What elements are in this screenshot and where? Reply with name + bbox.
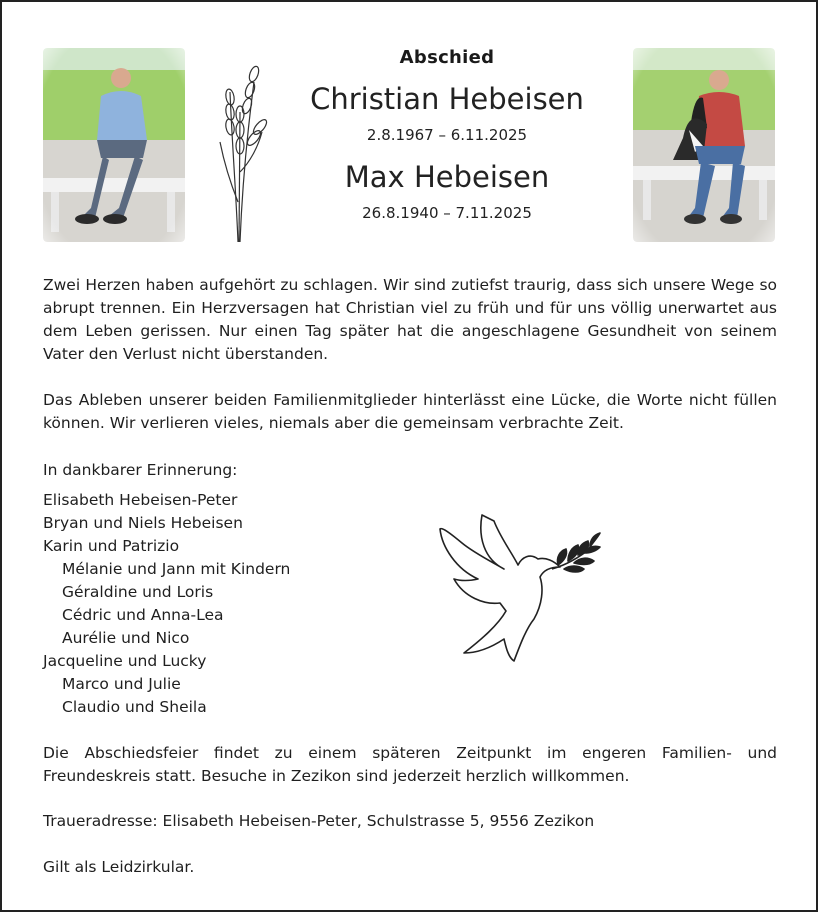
deceased-name-2: Max Hebeisen xyxy=(344,160,550,194)
mourner: Elisabeth Hebeisen-Peter xyxy=(43,491,238,509)
paragraph-loss: Das Ableben unserer beiden Familienmitglieder hinterlässt eine Lücke, die Worte nicht füllen können. Wir verlieren vieles, niemals aber die gemeinsam verbrachte Zeit. xyxy=(43,391,777,432)
photo-christian xyxy=(43,48,185,242)
mourner: Aurélie und Nico xyxy=(62,629,190,647)
header-block xyxy=(282,44,612,222)
deceased-name-1: Christian Hebeisen xyxy=(310,82,584,116)
deceased-dates-1: 2.8.1967 – 6.11.2025 xyxy=(366,126,528,144)
mourner: Cédric und Anna-Lea xyxy=(62,606,224,624)
mourner: Claudio und Sheila xyxy=(62,698,207,716)
mourner: Jacqueline und Lucky xyxy=(43,652,207,670)
mourner: Marco und Julie xyxy=(62,675,181,693)
dove-with-olive-branch-icon xyxy=(434,507,609,667)
heading: Abschied xyxy=(399,47,495,68)
paragraph-memory-heading: In dankbarer Erinnerung: xyxy=(43,461,238,479)
photo-max xyxy=(633,48,775,242)
mourner: Mélanie und Jann mit Kindern xyxy=(62,560,291,578)
paragraph-intro: Zwei Herzen haben aufgehört zu schlagen. Wir sind zutiefst traurig, dass sich unsere Wege so abrupt trennen. Ein Herzversagen hat Christian viel zu früh und für uns völlig unerwartet aus dem Leben gerissen. Nur einen Tag später hat die angeschlagene Gesundheit von seinem Vater den Verlust nicht überstanden. xyxy=(43,276,777,363)
man-sitting-on-bench-photo xyxy=(43,48,185,242)
deceased-dates-2: 26.8.1940 – 7.11.2025 xyxy=(362,204,532,222)
paragraph-circular-note: Gilt als Leidzirkular. xyxy=(43,858,195,876)
mourners-list xyxy=(43,489,290,719)
older-man-with-dog-on-bench-photo xyxy=(633,48,775,242)
mourner: Bryan und Niels Hebeisen xyxy=(43,514,243,532)
mourner: Géraldine und Loris xyxy=(62,583,214,601)
mourner: Karin und Patrizio xyxy=(43,537,180,555)
paragraph-ceremony: Die Abschiedsfeier findet zu einem späteren Zeitpunkt im engeren Familien- und Freundeskreis statt. Besuche in Zezikon sind jederzeit herzlich willkommen. xyxy=(43,744,777,785)
paragraph-address: Traueradresse: Elisabeth Hebeisen-Peter, Schulstrasse 5, 9556 Zezikon xyxy=(43,812,595,830)
wheat-icon xyxy=(210,52,270,247)
